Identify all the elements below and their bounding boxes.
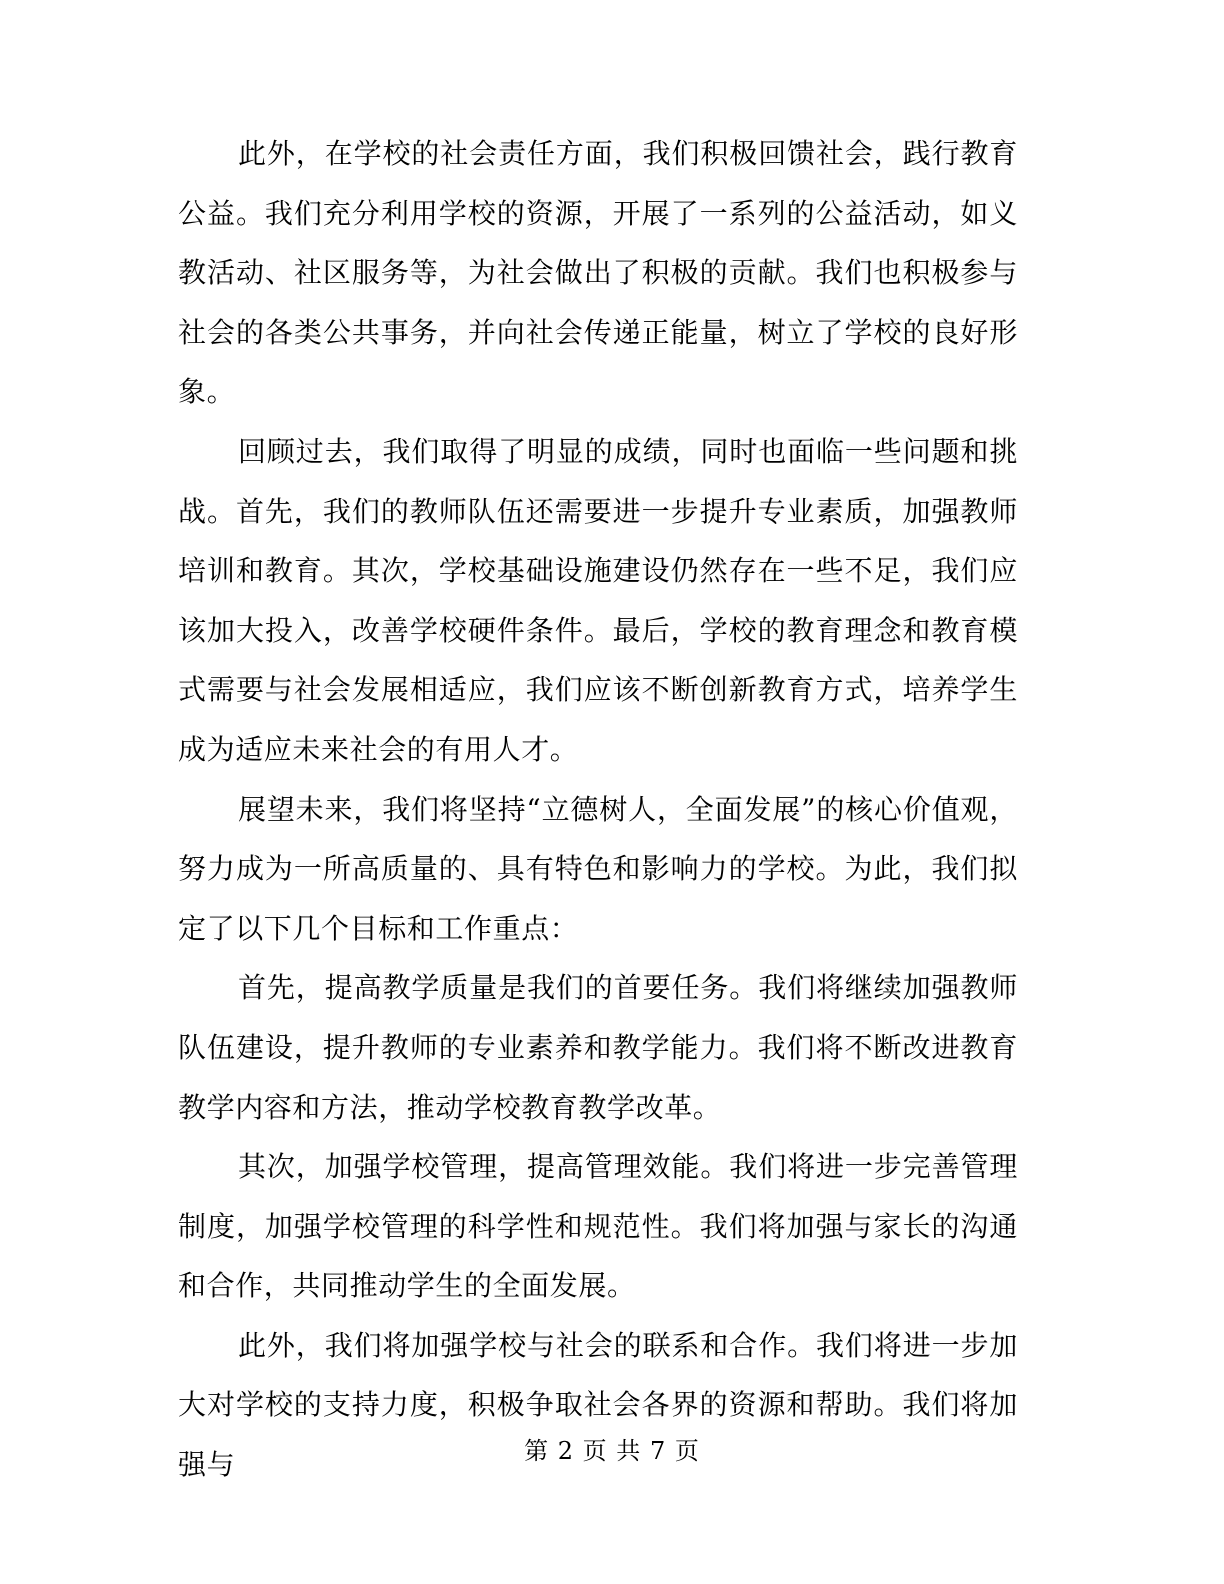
paragraph-social-responsibility: 此外，在学校的社会责任方面，我们积极回馈社会，践行教育公益。我们充分利用学校的资源，开展了一系列的公益活动，如义教活动、社区服务等，为社会做出了积极的贡献。我们也积极参与社会的各类公共事务，并向社会传递正能量，树立了学校的良好形象。 <box>178 137 1018 409</box>
page-number-footer: 第 2 页 共 7 页 <box>524 1437 700 1465</box>
document-body <box>178 124 1018 1495</box>
paragraph-teaching-quality: 首先，提高教学质量是我们的首要任务。我们将继续加强教师队伍建设，提升教师的专业素养和教学能力。我们将不断改进教育教学内容和方法，推动学校教育教学改革。 <box>178 971 1018 1124</box>
paragraph-outlook: 展望未来，我们将坚持“立德树人，全面发展”的核心价值观，努力成为一所高质量的、具有特色和影响力的学校。为此，我们拟定了以下几个目标和工作重点： <box>178 792 1018 945</box>
paragraph-review-past: 回顾过去，我们取得了明显的成绩，同时也面临一些问题和挑战。首先，我们的教师队伍还需要进一步提升专业素质，加强教师培训和教育。其次，学校基础设施建设仍然存在一些不足，我们应该加大投入，改善学校硬件条件。最后，学校的教育理念和教育模式需要与社会发展相适应，我们应该不断创新教育方式，培养学生成为适应未来社会的有用人才。 <box>178 434 1018 766</box>
paragraph-social-cooperation: 此外，我们将加强学校与社会的联系和合作。我们将进一步加大对学校的支持力度，积极争取社会各界的资源和帮助。我们将加强与 <box>178 1328 1018 1482</box>
paragraph-school-management: 其次，加强学校管理，提高管理效能。我们将进一步完善管理制度，加强学校管理的科学性和规范性。我们将加强与家长的沟通和合作，共同推动学生的全面发展。 <box>178 1150 1018 1303</box>
